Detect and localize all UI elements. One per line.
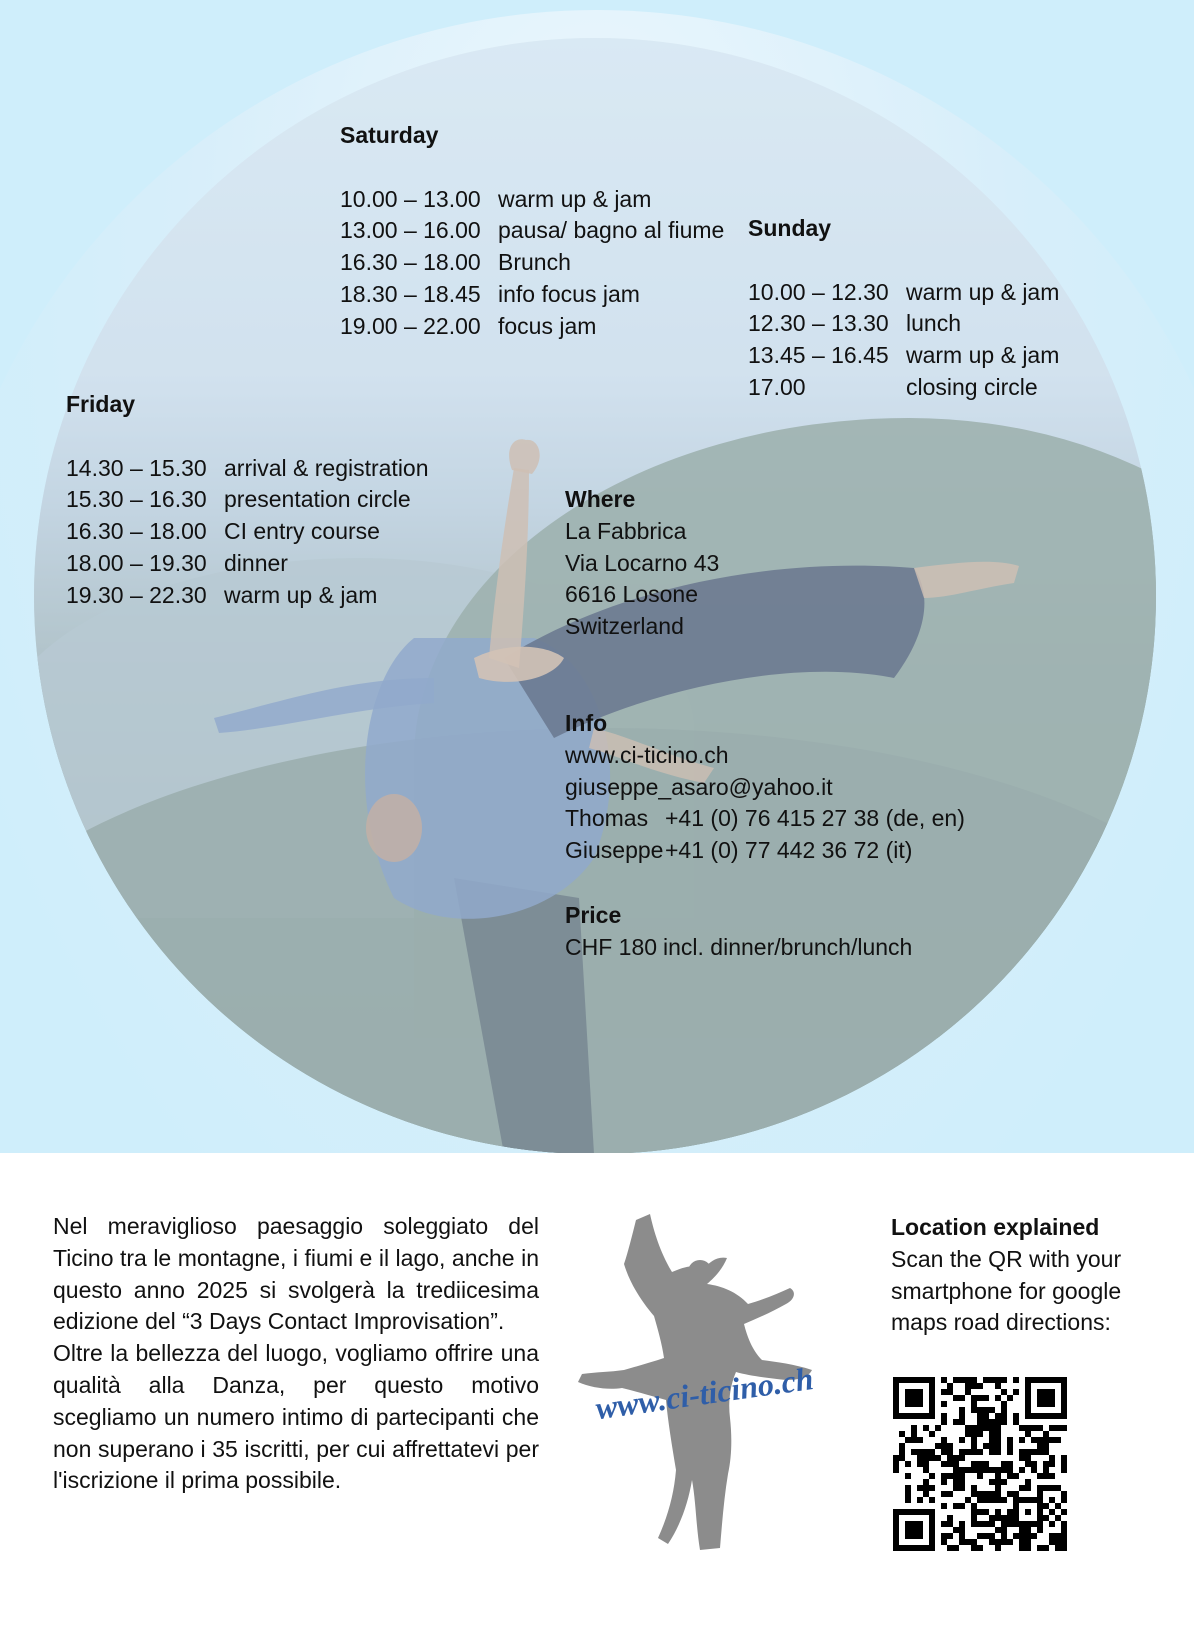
where-title: Where [565, 486, 636, 512]
schedule-row [66, 484, 429, 516]
location-block [891, 1212, 1151, 1339]
contact-row [565, 803, 965, 835]
schedule-row [66, 580, 429, 612]
schedule-row [748, 277, 1059, 309]
activity: CI entry course [224, 518, 380, 545]
sunday-schedule [748, 213, 1059, 404]
price-block [565, 900, 912, 964]
contact-phone[interactable]: +41 (0) 77 442 36 72 (it) [665, 837, 913, 864]
time: 17.00 [748, 373, 806, 400]
friday-schedule [66, 389, 429, 612]
schedule-row [340, 184, 724, 216]
location-text: Scan the QR with your smartphone for google maps road directions: [891, 1245, 1122, 1336]
contact-name: Giuseppe [565, 837, 664, 864]
saturday-title: Saturday [340, 122, 439, 148]
address-line: 6616 Losone [565, 581, 699, 608]
schedule-row [66, 548, 429, 580]
time: 10.00 – 13.00 [340, 185, 481, 212]
info-title: Info [565, 710, 608, 736]
schedule-row [340, 247, 724, 279]
contact-name: Thomas [565, 805, 649, 832]
price-value: CHF 180 [565, 933, 658, 960]
time: 19.30 – 22.30 [66, 581, 207, 608]
activity: lunch [906, 310, 961, 337]
location-title: Location explained [891, 1214, 1100, 1240]
schedule-row [340, 279, 724, 311]
schedule-row [748, 372, 1059, 404]
schedule-row [66, 453, 429, 485]
time: 10.00 – 12.30 [748, 278, 889, 305]
description-paragraph: Oltre la bellezza del luogo, vogliamo offrire una qualità alla Danza, per questo motivo scegliamo un numero intimo di partecipanti che non superano i 35 iscritti, per cui affrettatevi per l'iscrizione il prima possibile. [53, 1340, 539, 1494]
activity: warm up & jam [224, 581, 378, 608]
time: 12.30 – 13.30 [748, 310, 889, 337]
address-line: Via Locarno 43 [565, 549, 720, 576]
description [53, 1211, 539, 1497]
activity: arrival & registration [224, 454, 429, 481]
contact-row [565, 835, 965, 867]
activity: warm up & jam [498, 185, 652, 212]
time: 14.30 – 15.30 [66, 454, 207, 481]
time: 16.30 – 18.00 [66, 518, 207, 545]
schedule-row [748, 340, 1059, 372]
friday-title: Friday [66, 391, 136, 417]
where-block [565, 484, 719, 643]
activity: warm up & jam [906, 342, 1060, 369]
activity: pausa/ bagno al fiume [498, 217, 725, 244]
activity: focus jam [498, 312, 597, 339]
activity: dinner [224, 549, 288, 576]
ci-ticino-logo [572, 1212, 840, 1558]
time: 16.30 – 18.00 [340, 249, 481, 276]
activity: closing circle [906, 373, 1038, 400]
time: 13.00 – 16.00 [340, 217, 481, 244]
time: 19.00 – 22.00 [340, 312, 481, 339]
sunday-title: Sunday [748, 215, 832, 241]
info-block [565, 708, 965, 867]
saturday-schedule [340, 120, 724, 343]
activity: info focus jam [498, 280, 640, 307]
schedule-row [340, 311, 724, 343]
time: 18.00 – 19.30 [66, 549, 207, 576]
time: 13.45 – 16.45 [748, 342, 889, 369]
price-row [565, 932, 912, 964]
email-link[interactable]: giuseppe_asaro@yahoo.it [565, 773, 833, 800]
time: 18.30 – 18.45 [340, 280, 481, 307]
address-line: Switzerland [565, 613, 684, 640]
time: 15.30 – 16.30 [66, 486, 207, 513]
activity: Brunch [498, 249, 571, 276]
activity: presentation circle [224, 486, 411, 513]
qr-code[interactable] [893, 1377, 1067, 1551]
website-link[interactable]: www.ci-ticino.ch [565, 741, 729, 768]
contact-phone[interactable]: +41 (0) 76 415 27 38 (de, en) [665, 805, 965, 832]
price-note: incl. dinner/brunch/lunch [663, 933, 913, 960]
schedule-row [340, 215, 724, 247]
description-paragraph: Nel meraviglioso paesaggio soleggiato del Ticino tra le montagne, i fiumi e il lago, anche in questo anno 2025 si svolgerà la trediicesima edizione del “3 Days Contact Improvisation”. [53, 1213, 539, 1335]
schedule-row [66, 516, 429, 548]
schedule-row [748, 308, 1059, 340]
address-line: La Fabbrica [565, 517, 687, 544]
price-title: Price [565, 902, 622, 928]
logo-text: www.ci-ticino.ch [593, 1360, 816, 1427]
activity: warm up & jam [906, 278, 1060, 305]
